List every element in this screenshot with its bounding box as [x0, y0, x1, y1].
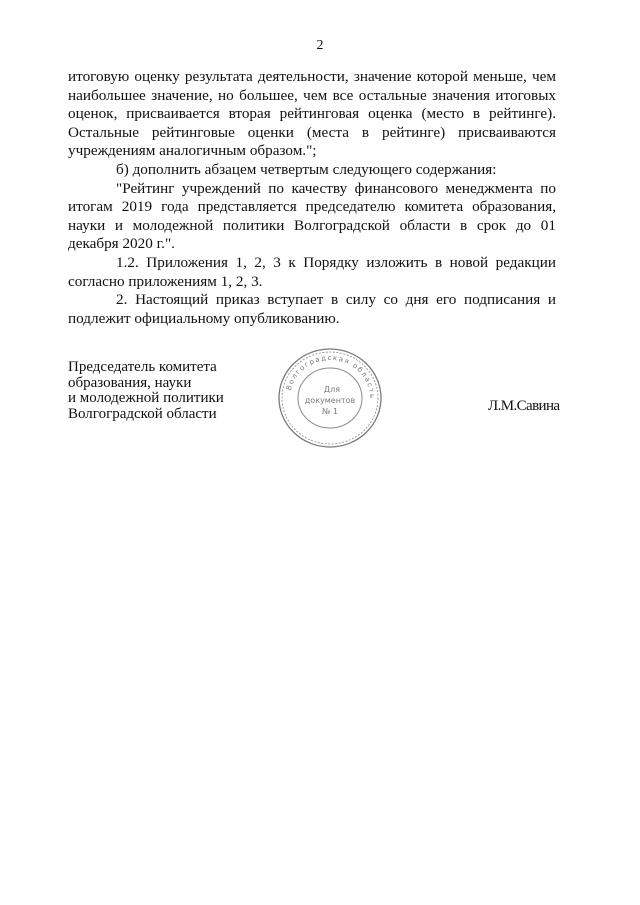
body-paragraph: 2. Настоящий приказ вступает в силу со дня его подписания и подлежит официальному опубликованию.: [68, 291, 556, 327]
signatory-title-line: и молодежной политики: [68, 390, 224, 406]
seal-center-line: документов: [304, 396, 356, 405]
signatory-title-line: образования, науки: [68, 374, 192, 391]
document-body: [68, 68, 556, 328]
official-seal: [276, 346, 384, 450]
seal-ring-text: Волгоградская область: [284, 353, 377, 400]
page-number: 2: [316, 38, 324, 53]
body-paragraph: б) дополнить абзацем четвертым следующего содержания:: [116, 160, 497, 178]
seal-center-line: Для: [323, 385, 341, 394]
body-paragraph: 1.2. Приложения 1, 2, 3 к Порядку изложить в новой редакции согласно приложениям 1, 2, 3.: [68, 253, 556, 290]
signer-name: Л.М.Савина: [488, 398, 560, 414]
body-paragraph: "Рейтинг учреждений по качеству финансового менеджмента по итогам 2019 года представляется председателю комитета образования, науки и молодежной политики Волгоградской области в срок до 01 декабря 2020 г.".: [68, 179, 556, 253]
signatory-title-line: Председатель комитета: [68, 359, 217, 375]
seal-stamp-image: [276, 346, 384, 450]
signatory-title-line: Волгоградской области: [68, 405, 217, 422]
body-paragraph: итоговую оценку результата деятельности, значение которой меньше, чем наибольшее значение, но большее, чем все остальные значения итоговых оценок, присваивается вторая рейтинговая оценка (место в рейтинге). Остальные рейтинговые оценки (места в рейтинге) присваиваются учреждениям аналогичным образом.";: [68, 68, 556, 160]
seal-center-line: № 1: [322, 407, 338, 416]
signatory-title: [68, 360, 224, 422]
